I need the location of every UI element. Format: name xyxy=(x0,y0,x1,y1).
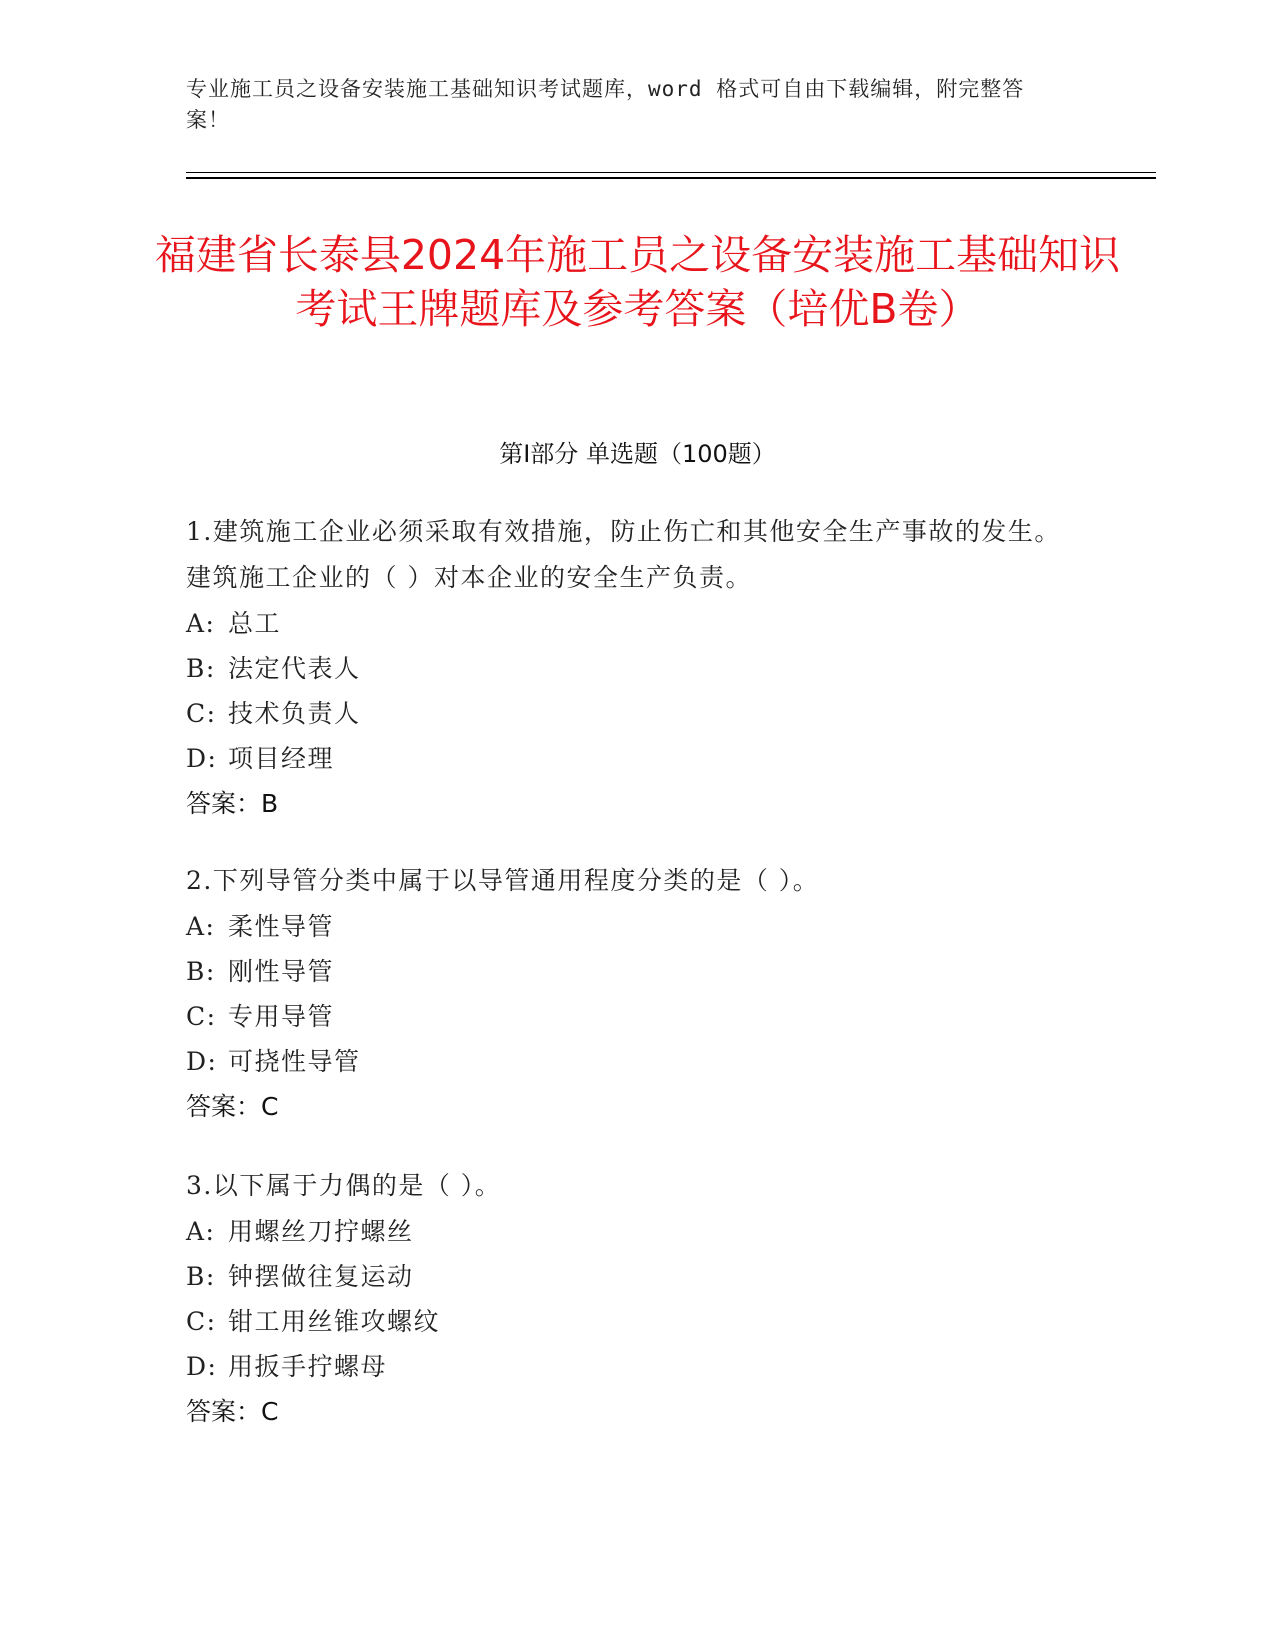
option-text: 技术负责人 xyxy=(228,699,361,728)
option-text: 可挠性导管 xyxy=(228,1047,361,1076)
option-letter: D: xyxy=(186,744,218,773)
answer-value: C xyxy=(261,1092,279,1121)
option-d xyxy=(186,1344,1086,1389)
option-d xyxy=(186,1039,1086,1084)
option-text: 用扳手拧螺母 xyxy=(228,1352,388,1381)
question-stem: 2.下列导管分类中属于以导管通用程度分类的是（ ）。 xyxy=(186,866,820,895)
option-letter: C: xyxy=(186,1307,217,1336)
option-text: 钟摆做往复运动 xyxy=(228,1262,414,1291)
option-letter: B: xyxy=(186,957,216,986)
option-letter: B: xyxy=(186,654,216,683)
option-b xyxy=(186,1254,1086,1299)
question-2 xyxy=(186,858,1086,1130)
header-note: 专业施工员之设备安装施工基础知识考试题库，word 格式可自由下载编辑，附完整答案！ xyxy=(186,77,1025,132)
option-b xyxy=(186,949,1086,994)
answer-value: B xyxy=(261,789,279,818)
option-d xyxy=(186,736,1086,781)
option-text: 法定代表人 xyxy=(228,654,361,683)
option-c xyxy=(186,994,1086,1039)
option-a xyxy=(186,1209,1086,1254)
question-stem: 1.建筑施工企业必须采取有效措施，防止伤亡和其他安全生产事故的发生。建筑施工企业的（ ）对本企业的安全生产负责。 xyxy=(186,517,1061,592)
option-letter: D: xyxy=(186,1047,218,1076)
option-text: 项目经理 xyxy=(228,744,335,773)
answer-line xyxy=(186,1389,1086,1435)
option-c xyxy=(186,1299,1086,1344)
option-letter: B: xyxy=(186,1262,216,1291)
answer-label: 答案： xyxy=(186,789,262,818)
option-text: 柔性导管 xyxy=(228,912,335,941)
question-stem: 3.以下属于力偶的是（ ）。 xyxy=(186,1171,502,1200)
option-text: 专用导管 xyxy=(228,1002,335,1031)
option-a xyxy=(186,904,1086,949)
answer-line xyxy=(186,1084,1086,1130)
header-divider-thin xyxy=(186,172,1156,173)
option-text: 总工 xyxy=(228,609,282,638)
answer-line xyxy=(186,781,1086,827)
option-letter: D: xyxy=(186,1352,218,1381)
answer-label: 答案： xyxy=(186,1397,262,1426)
option-letter: C: xyxy=(186,699,217,728)
option-letter: C: xyxy=(186,1002,217,1031)
option-letter: A: xyxy=(186,1217,216,1246)
question-1 xyxy=(186,509,1086,827)
answer-label: 答案： xyxy=(186,1092,262,1121)
option-b xyxy=(186,646,1086,691)
option-text: 用螺丝刀拧螺丝 xyxy=(228,1217,414,1246)
option-text: 钳工用丝锥攻螺纹 xyxy=(228,1307,441,1336)
option-letter: A: xyxy=(186,609,216,638)
document-title: 福建省长泰县2024年施工员之设备安装施工基础知识考试王牌题库及参考答案（培优B卷） xyxy=(154,231,1121,333)
option-c xyxy=(186,691,1086,736)
question-3 xyxy=(186,1163,1086,1435)
section-title: 第Ⅰ部分 单选题（100题） xyxy=(499,440,776,468)
answer-value: C xyxy=(261,1397,279,1426)
option-text: 刚性导管 xyxy=(228,957,335,986)
option-a xyxy=(186,601,1086,646)
header-divider-thick xyxy=(186,177,1156,179)
option-letter: A: xyxy=(186,912,216,941)
